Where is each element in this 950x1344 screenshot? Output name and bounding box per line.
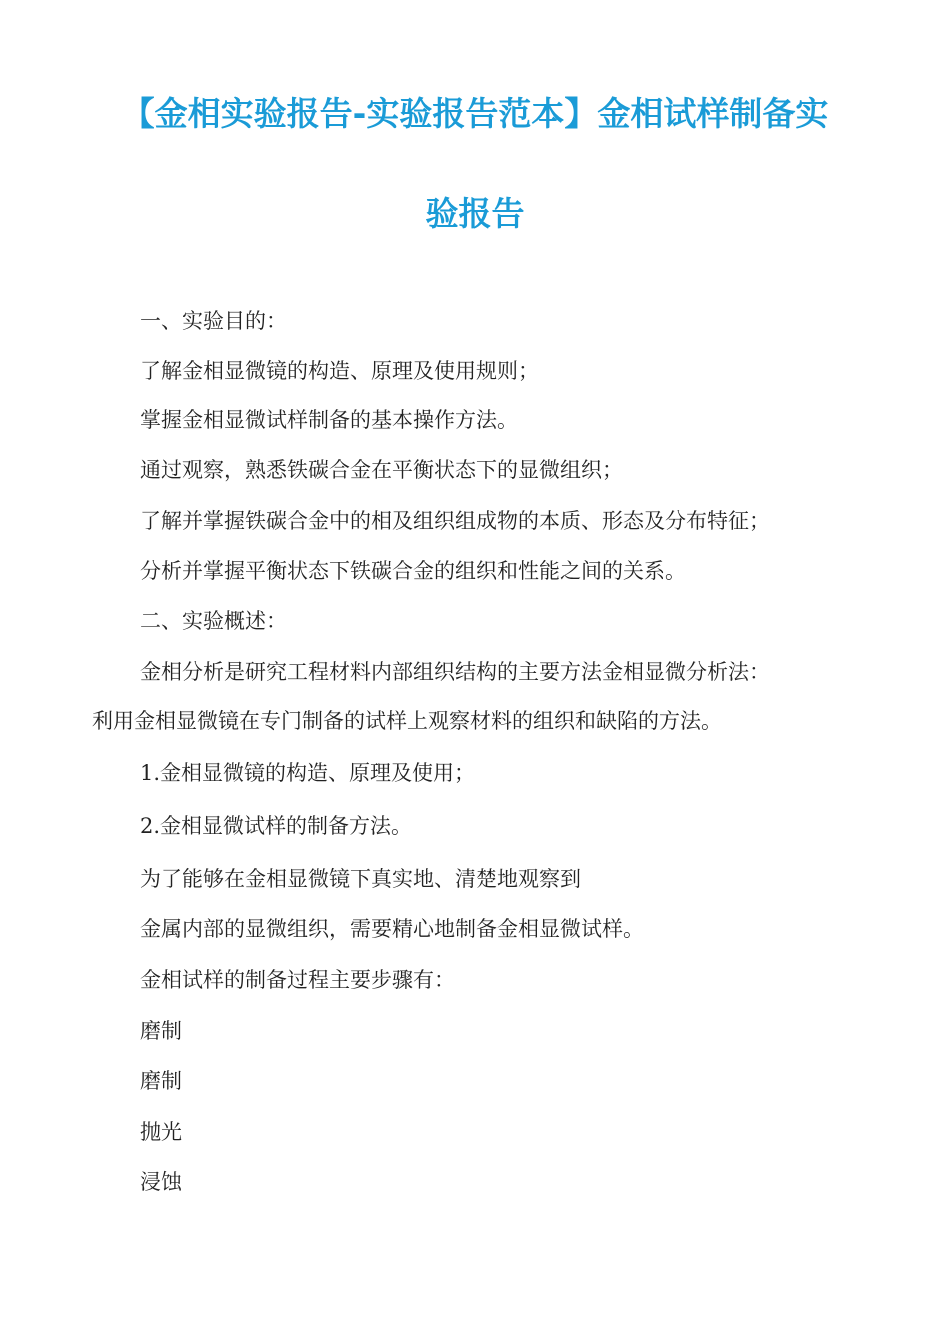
objective-item: 了解金相显微镜的构造、原理及使用规则；	[140, 359, 539, 383]
step-item: 抛光	[140, 1120, 182, 1144]
numbered-item: 2.金相显微试样的制备方法。	[140, 814, 413, 838]
section-heading-overview: 二、实验概述：	[140, 609, 287, 633]
objective-item: 分析并掌握平衡状态下铁碳合金的组织和性能之间的关系。	[140, 559, 686, 583]
preparation-text-line-2: 金属内部的显微组织，需要精心地制备金相显微试样。	[140, 917, 644, 941]
overview-paragraph-line-1: 金相分析是研究工程材料内部组织结构的主要方法金相显微分析法：	[140, 660, 770, 684]
preparation-text-line-1: 为了能够在金相显微镜下真实地、清楚地观察到	[140, 867, 581, 891]
objective-item: 了解并掌握铁碳合金中的相及组织组成物的本质、形态及分布特征；	[140, 509, 770, 533]
numbered-item: 1.金相显微镜的构造、原理及使用；	[140, 761, 476, 785]
step-item: 磨制	[140, 1069, 182, 1093]
overview-paragraph-line-2: 利用金相显微镜在专门制备的试样上观察材料的组织和缺陷的方法。	[92, 709, 722, 733]
steps-intro: 金相试样的制备过程主要步骤有：	[140, 968, 455, 992]
document-title-line-1: 【金相实验报告-实验报告范本】金相试样制备实	[121, 94, 829, 133]
document-title-line-2: 验报告	[425, 194, 525, 233]
section-heading-objectives: 一、实验目的：	[140, 309, 287, 333]
step-item: 磨制	[140, 1019, 182, 1043]
objective-item: 通过观察，熟悉铁碳合金在平衡状态下的显微组织；	[140, 458, 623, 482]
step-item: 浸蚀	[140, 1170, 182, 1194]
objective-item: 掌握金相显微试样制备的基本操作方法。	[140, 408, 518, 432]
